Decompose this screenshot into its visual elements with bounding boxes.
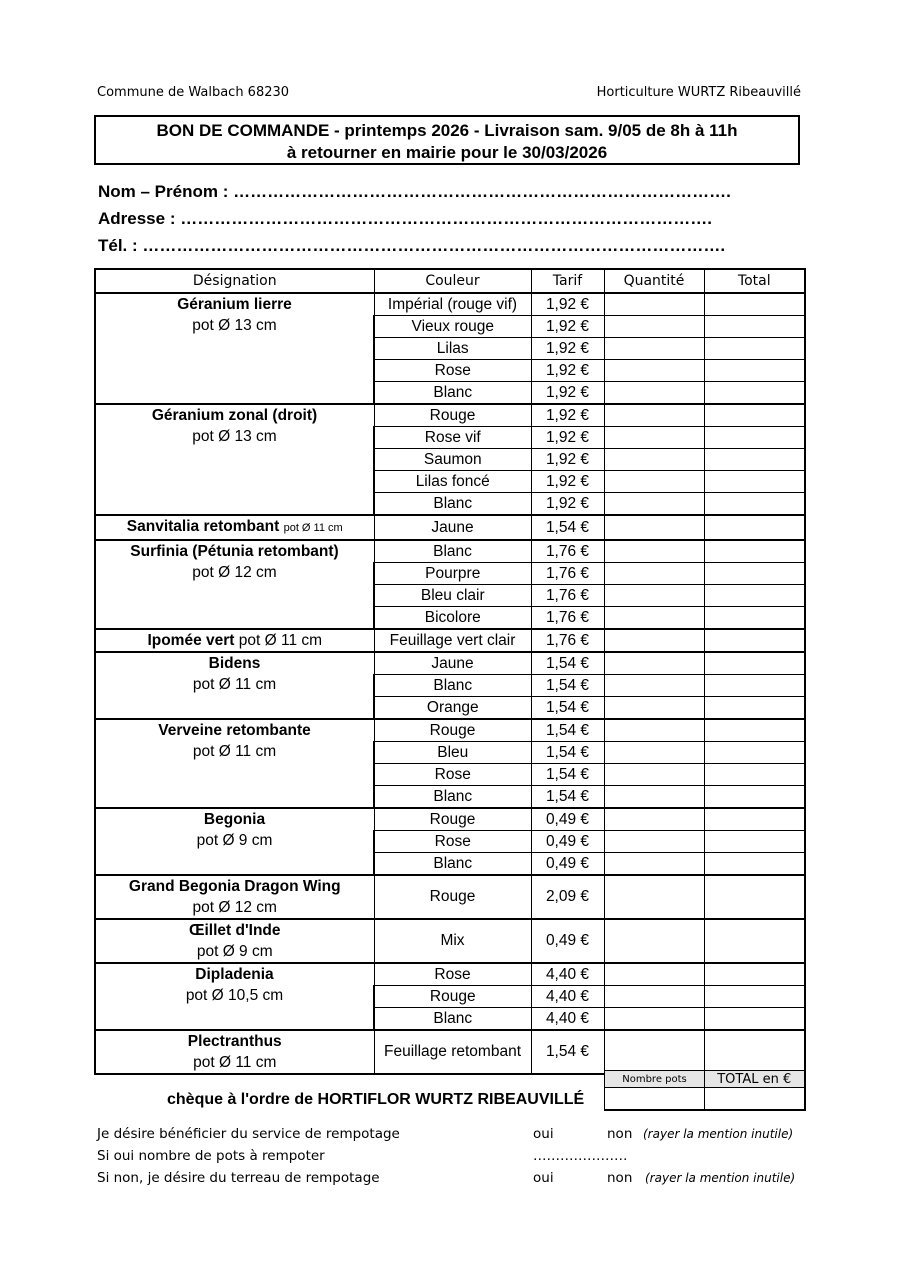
color-cell: Blanc [374,786,531,809]
price-cell: 4,40 € [531,1008,604,1031]
quantity-input[interactable] [604,963,704,986]
price-cell: 4,40 € [531,963,604,986]
price-cell: 1,92 € [531,316,604,338]
quantity-input[interactable] [604,1008,704,1031]
color-cell: Blanc [374,853,531,876]
plant-pot-size: pot Ø 11 cm [238,632,323,649]
table-row [95,808,805,831]
phone-field[interactable]: Tél. : …………………………………………………………………………………………. [98,236,726,255]
price-cell: 1,54 € [531,675,604,697]
total-cell[interactable] [704,515,805,540]
total-cell[interactable] [704,360,805,382]
price-cell: 1,92 € [531,493,604,516]
header-commune: Commune de Walbach 68230 [97,85,290,100]
plant-name: Géranium lierre [177,296,292,313]
color-cell: Pourpre [374,563,531,585]
soil-non-option[interactable]: non [607,1170,633,1186]
repotting-count-field[interactable]: ………………… [533,1148,628,1164]
total-cell[interactable] [704,831,805,853]
price-cell: 1,76 € [531,540,604,563]
price-cell: 1,92 € [531,404,604,427]
price-cell: 1,92 € [531,449,604,471]
total-cell[interactable] [704,540,805,563]
color-cell: Blanc [374,540,531,563]
color-cell: Bleu clair [374,585,531,607]
total-cell[interactable] [704,963,805,986]
quantity-input[interactable] [604,831,704,853]
total-euro-label: TOTAL en € [705,1071,805,1088]
total-cell[interactable] [704,1008,805,1031]
plant-pot-size: pot Ø 11 cm [192,676,277,693]
total-cell[interactable] [704,382,805,405]
color-cell: Rose [374,360,531,382]
nombre-pots-label: Nombre pots [605,1071,705,1088]
quantity-input[interactable] [604,764,704,786]
price-cell: 1,54 € [531,1030,604,1074]
plant-name: Dipladenia [195,966,274,983]
quantity-input[interactable] [604,742,704,764]
color-cell: Impérial (rouge vif) [374,293,531,316]
table-row [95,1030,805,1074]
color-cell: Rose [374,831,531,853]
header-quantite: Quantité [604,269,704,293]
plant-name: Ipomée vert [147,632,235,649]
color-cell: Rose [374,963,531,986]
plant-pot-size: pot Ø 13 cm [192,317,277,334]
table-row [95,919,805,963]
total-cell[interactable] [704,293,805,316]
plant-pot-size: pot Ø 11 cm [193,1054,277,1071]
quantity-input[interactable] [604,786,704,809]
address-field[interactable]: Adresse : …………………………………………………………………………………. [98,209,712,228]
plant-name: Begonia [203,811,266,828]
header-tarif: Tarif [531,269,604,293]
quantity-input[interactable] [604,697,704,720]
price-cell: 1,54 € [531,652,604,675]
plant-designation [95,719,374,808]
nombre-pots-input[interactable] [605,1088,705,1111]
color-cell: Jaune [374,515,531,540]
total-cell[interactable] [704,563,805,585]
quantity-input[interactable] [604,563,704,585]
repotting-note: (rayer la mention inutile) [643,1127,794,1141]
plant-designation [95,404,374,515]
color-cell: Rouge [374,875,531,919]
quantity-input[interactable] [604,493,704,516]
price-cell: 1,92 € [531,427,604,449]
total-cell[interactable] [704,316,805,338]
price-cell: 1,92 € [531,360,604,382]
plant-name: Sanvitalia retombant [126,518,280,535]
color-cell: Rouge [374,719,531,742]
quantity-input[interactable] [604,515,704,540]
price-cell: 1,76 € [531,563,604,585]
plant-pot-size: pot Ø 12 cm [192,899,277,916]
quantity-input[interactable] [604,338,704,360]
quantity-input[interactable] [604,585,704,607]
quantity-input[interactable] [604,382,704,405]
quantity-input[interactable] [604,404,704,427]
price-cell: 1,76 € [531,629,604,652]
total-cell[interactable] [704,449,805,471]
plant-pot-size: pot Ø 12 cm [192,564,277,581]
plant-designation [95,629,374,652]
plant-designation [95,875,374,919]
color-cell: Blanc [374,382,531,405]
quantity-input[interactable] [604,986,704,1008]
color-cell: Rouge [374,808,531,831]
plant-pot-size: pot Ø 11 cm [283,522,343,534]
color-cell: Bleu [374,742,531,764]
table-row [95,293,805,316]
quantity-input[interactable] [604,449,704,471]
quantity-input[interactable] [604,316,704,338]
price-cell: 4,40 € [531,986,604,1008]
plant-pot-size: pot Ø 10,5 cm [185,987,284,1004]
plant-designation [95,652,374,719]
color-cell: Rouge [374,404,531,427]
plant-name: Œillet d'Inde [188,922,281,939]
total-cell[interactable] [704,338,805,360]
total-cell[interactable] [704,986,805,1008]
total-cell[interactable] [704,607,805,630]
price-cell: 1,76 € [531,585,604,607]
plant-designation [95,293,374,404]
color-cell: Feuillage retombant [374,1030,531,1074]
quantity-input[interactable] [604,652,704,675]
order-title-box [94,115,800,165]
order-title-line1: BON DE COMMANDE - printemps 2026 - Livraison sam. 9/05 de 8h à 11h [156,121,738,140]
total-cell[interactable] [704,675,805,697]
quantity-input[interactable] [604,629,704,652]
color-cell: Mix [374,919,531,963]
plant-name: Géranium zonal (droit) [151,407,318,424]
header-designation: Désignation [95,269,374,293]
table-header-row [95,269,805,293]
quantity-input[interactable] [604,471,704,493]
price-cell: 0,49 € [531,831,604,853]
total-cell[interactable] [704,786,805,809]
table-row [95,963,805,986]
quantity-input[interactable] [604,808,704,831]
total-cell[interactable] [704,471,805,493]
table-row [95,875,805,919]
plant-designation [95,919,374,963]
price-cell: 0,49 € [531,853,604,876]
color-cell: Saumon [374,449,531,471]
name-field[interactable]: Nom – Prénom : ……………………………………………………………………………. [98,182,731,201]
plant-designation [95,963,374,1030]
table-row [95,515,805,540]
total-cell[interactable] [704,1030,805,1074]
plant-pot-size: pot Ø 9 cm [196,943,273,960]
color-cell: Lilas [374,338,531,360]
plant-pot-size: pot Ø 11 cm [192,743,277,760]
color-cell: Rouge [374,986,531,1008]
quantity-input[interactable] [604,293,704,316]
price-cell: 1,76 € [531,607,604,630]
header-couleur: Couleur [374,269,531,293]
total-cell[interactable] [704,493,805,516]
plant-pot-size: pot Ø 9 cm [196,832,273,849]
quantity-input[interactable] [604,540,704,563]
plant-pot-size: pot Ø 13 cm [192,428,277,445]
price-cell: 0,49 € [531,919,604,963]
price-cell: 1,54 € [531,742,604,764]
total-cell[interactable] [704,719,805,742]
color-cell: Rose [374,764,531,786]
plant-designation [95,808,374,875]
color-cell: Lilas foncé [374,471,531,493]
plant-designation [95,515,374,540]
plant-designation [95,540,374,629]
price-cell: 1,92 € [531,338,604,360]
price-cell: 0,49 € [531,808,604,831]
price-cell: 1,92 € [531,471,604,493]
totals-table [604,1070,806,1111]
color-cell: Vieux rouge [374,316,531,338]
plant-designation [95,1030,374,1074]
repotting-service-text: Je désire bénéficier du service de rempotage [97,1126,400,1142]
total-cell[interactable] [704,404,805,427]
color-cell: Blanc [374,493,531,516]
quantity-input[interactable] [604,675,704,697]
order-table-body [95,293,805,1074]
color-cell: Jaune [374,652,531,675]
soil-note: (rayer la mention inutile) [645,1171,796,1185]
quantity-input[interactable] [604,360,704,382]
price-cell: 1,54 € [531,515,604,540]
quantity-input[interactable] [604,875,704,919]
quantity-input[interactable] [604,427,704,449]
plant-name: Verveine retombante [158,722,311,739]
price-cell: 1,92 € [531,293,604,316]
quantity-input[interactable] [604,919,704,963]
color-cell: Blanc [374,1008,531,1031]
cheque-instruction: chèque à l'ordre de HORTIFLOR WURTZ RIBEAUVILLÉ [167,1091,585,1108]
total-cell[interactable] [704,742,805,764]
price-cell: 1,92 € [531,382,604,405]
header-total: Total [704,269,805,293]
header-horticulture: Horticulture WURTZ Ribeauvillé [596,85,801,100]
price-cell: 1,54 € [531,697,604,720]
total-cell[interactable] [704,427,805,449]
color-cell: Bicolore [374,607,531,630]
total-cell[interactable] [704,853,805,876]
table-row [95,652,805,675]
color-cell: Rose vif [374,427,531,449]
table-row [95,404,805,427]
table-row [95,719,805,742]
quantity-input[interactable] [604,607,704,630]
total-euro-input[interactable] [705,1088,805,1111]
price-cell: 1,54 € [531,764,604,786]
order-title-line2: à retourner en mairie pour le 30/03/2026 [286,143,608,162]
quantity-input[interactable] [604,853,704,876]
total-cell[interactable] [704,585,805,607]
price-cell: 1,54 € [531,786,604,809]
plant-name: Grand Begonia Dragon Wing [128,878,341,895]
table-row [95,540,805,563]
quantity-input[interactable] [604,719,704,742]
total-cell[interactable] [704,764,805,786]
color-cell: Blanc [374,675,531,697]
total-cell[interactable] [704,629,805,652]
plant-name: Bidens [208,655,261,672]
total-cell[interactable] [704,697,805,720]
repotting-count-text: Si oui nombre de pots à rempoter [97,1148,325,1164]
soil-text: Si non, je désire du terreau de rempotage [97,1170,380,1186]
total-cell[interactable] [704,919,805,963]
total-cell[interactable] [704,808,805,831]
plant-name: Plectranthus [187,1033,282,1050]
table-row [95,629,805,652]
price-cell: 1,54 € [531,719,604,742]
total-cell[interactable] [704,652,805,675]
repotting-oui-option[interactable]: oui [533,1126,554,1142]
price-cell: 2,09 € [531,875,604,919]
color-cell: Orange [374,697,531,720]
total-cell[interactable] [704,875,805,919]
order-table [94,268,806,1075]
quantity-input[interactable] [604,1030,704,1074]
color-cell: Feuillage vert clair [374,629,531,652]
plant-name: Surfinia (Pétunia retombant) [130,543,339,560]
soil-oui-option[interactable]: oui [533,1170,554,1186]
repotting-non-option[interactable]: non [607,1126,633,1142]
